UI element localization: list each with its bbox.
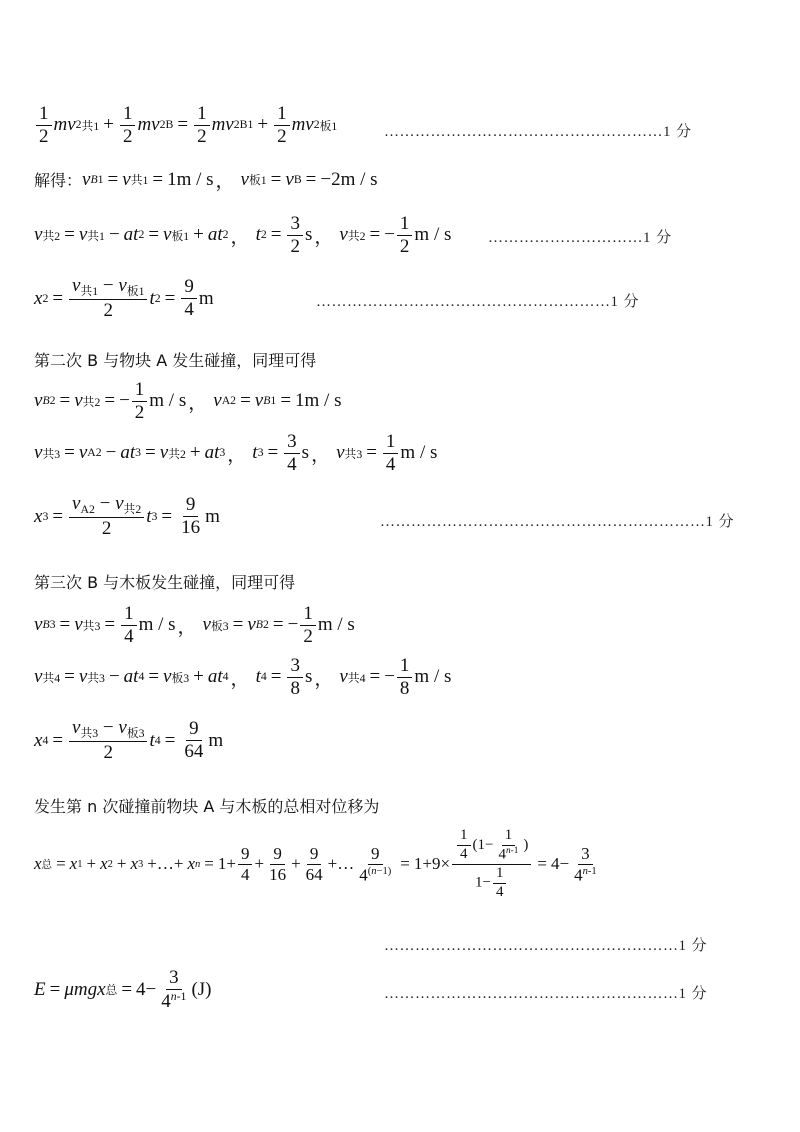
score-mark-4: ………………………………………………………1 分 [380,512,735,530]
displacement-x2: x 2 = $\frac{v_{共1} - v_{板1}}{2}$ t 2 = $\frac{9}{4}$ m [34,275,214,322]
velocity-equation-3: v 共3 = v A2 − at 3 = v 共2 + at 3 ， t 3 = $\frac{3}{4}$ s ， v 共3 = $\frac{1}{4}$ m / s [34,431,438,475]
score-mark-1: ………………………………………………1 分 [384,122,692,140]
velocity-equation-2: v 共2 = v 共1 − at 2 = v 板1 + at 2 ， t 2 = $\frac{3}{2}$ s ， v 共2 = − $\frac{1}{2}$ m / s [34,213,452,257]
score-mark-6: …………………………………………………1 分 [384,984,708,1002]
second-collision-text: 第二次 B 与物块 A 发生碰撞，同理可得 [34,351,317,370]
energy-equation: $\frac{1}{2}$ mv 2 共1 + $\frac{1}{2}$ mv 2 B = $\frac{1}{2}$ mv 2 B1 + $\frac{1}{2}$ mv 2 板1 [34,104,337,147]
solution-line: 解得： v B 1 = v 共1 = 1m / s ， v 板1 = v B = −2m / s [34,168,378,192]
velocity-b2: v B 2 = v 共2 = − $\frac{1}{2}$ m / s ， v A2 = v B 1 = 1m / s [34,379,342,423]
velocity-b3: v B 3 = v 共3 = $\frac{1}{4}$ m / s ， v 板3 = v B 2 = − $\frac{1}{2}$ m / s [34,603,355,647]
displacement-x4: x 4 = $\frac{v_{共3} - v_{板3}}{2}$ t 4 = $\frac{9}{64}$ m [34,717,224,764]
energy-result: E = μmgx 总 = 4− $\frac{3}{4^{n-1}}$ (J) [34,967,212,1012]
total-displacement-sum: x 总 = x 1 + x 2 + x 3 +…+ x n = 1+ $\frac{9}{4}$ + $\frac{9}{16}$ + $\frac{9}{64}$ +… $\frac{9}{4^{(n-1)}}$ = 1+9× $\frac{1}{4}$ (1− $\frac{1}{4^{n-1}}$ ) 1− $\frac{1}{4}$ = 4− $\frac{3}{4^{n-1}}$ [34,827,597,900]
score-mark-3: …………………………………………………1 分 [316,292,640,310]
third-collision-text: 第三次 B 与木板发生碰撞，同理可得 [34,573,296,592]
displacement-x3: x 3 = $\frac{v_{A2} - v_{共2}}{2}$ t 3 = $\frac{9}{16}$ m [34,493,220,540]
velocity-equation-4: v 共4 = v 共3 − at 4 = v 板3 + at 4 ， t 4 = $\frac{3}{8}$ s ， v 共4 = − $\frac{1}{8}$ m / s [34,655,452,699]
score-mark-2: …………………………1 分 [488,228,672,246]
score-mark-5: …………………………………………………1 分 [384,936,708,954]
total-displacement-text: 发生第 n 次碰撞前物块 A 与木板的总相对位移为 [34,797,380,816]
